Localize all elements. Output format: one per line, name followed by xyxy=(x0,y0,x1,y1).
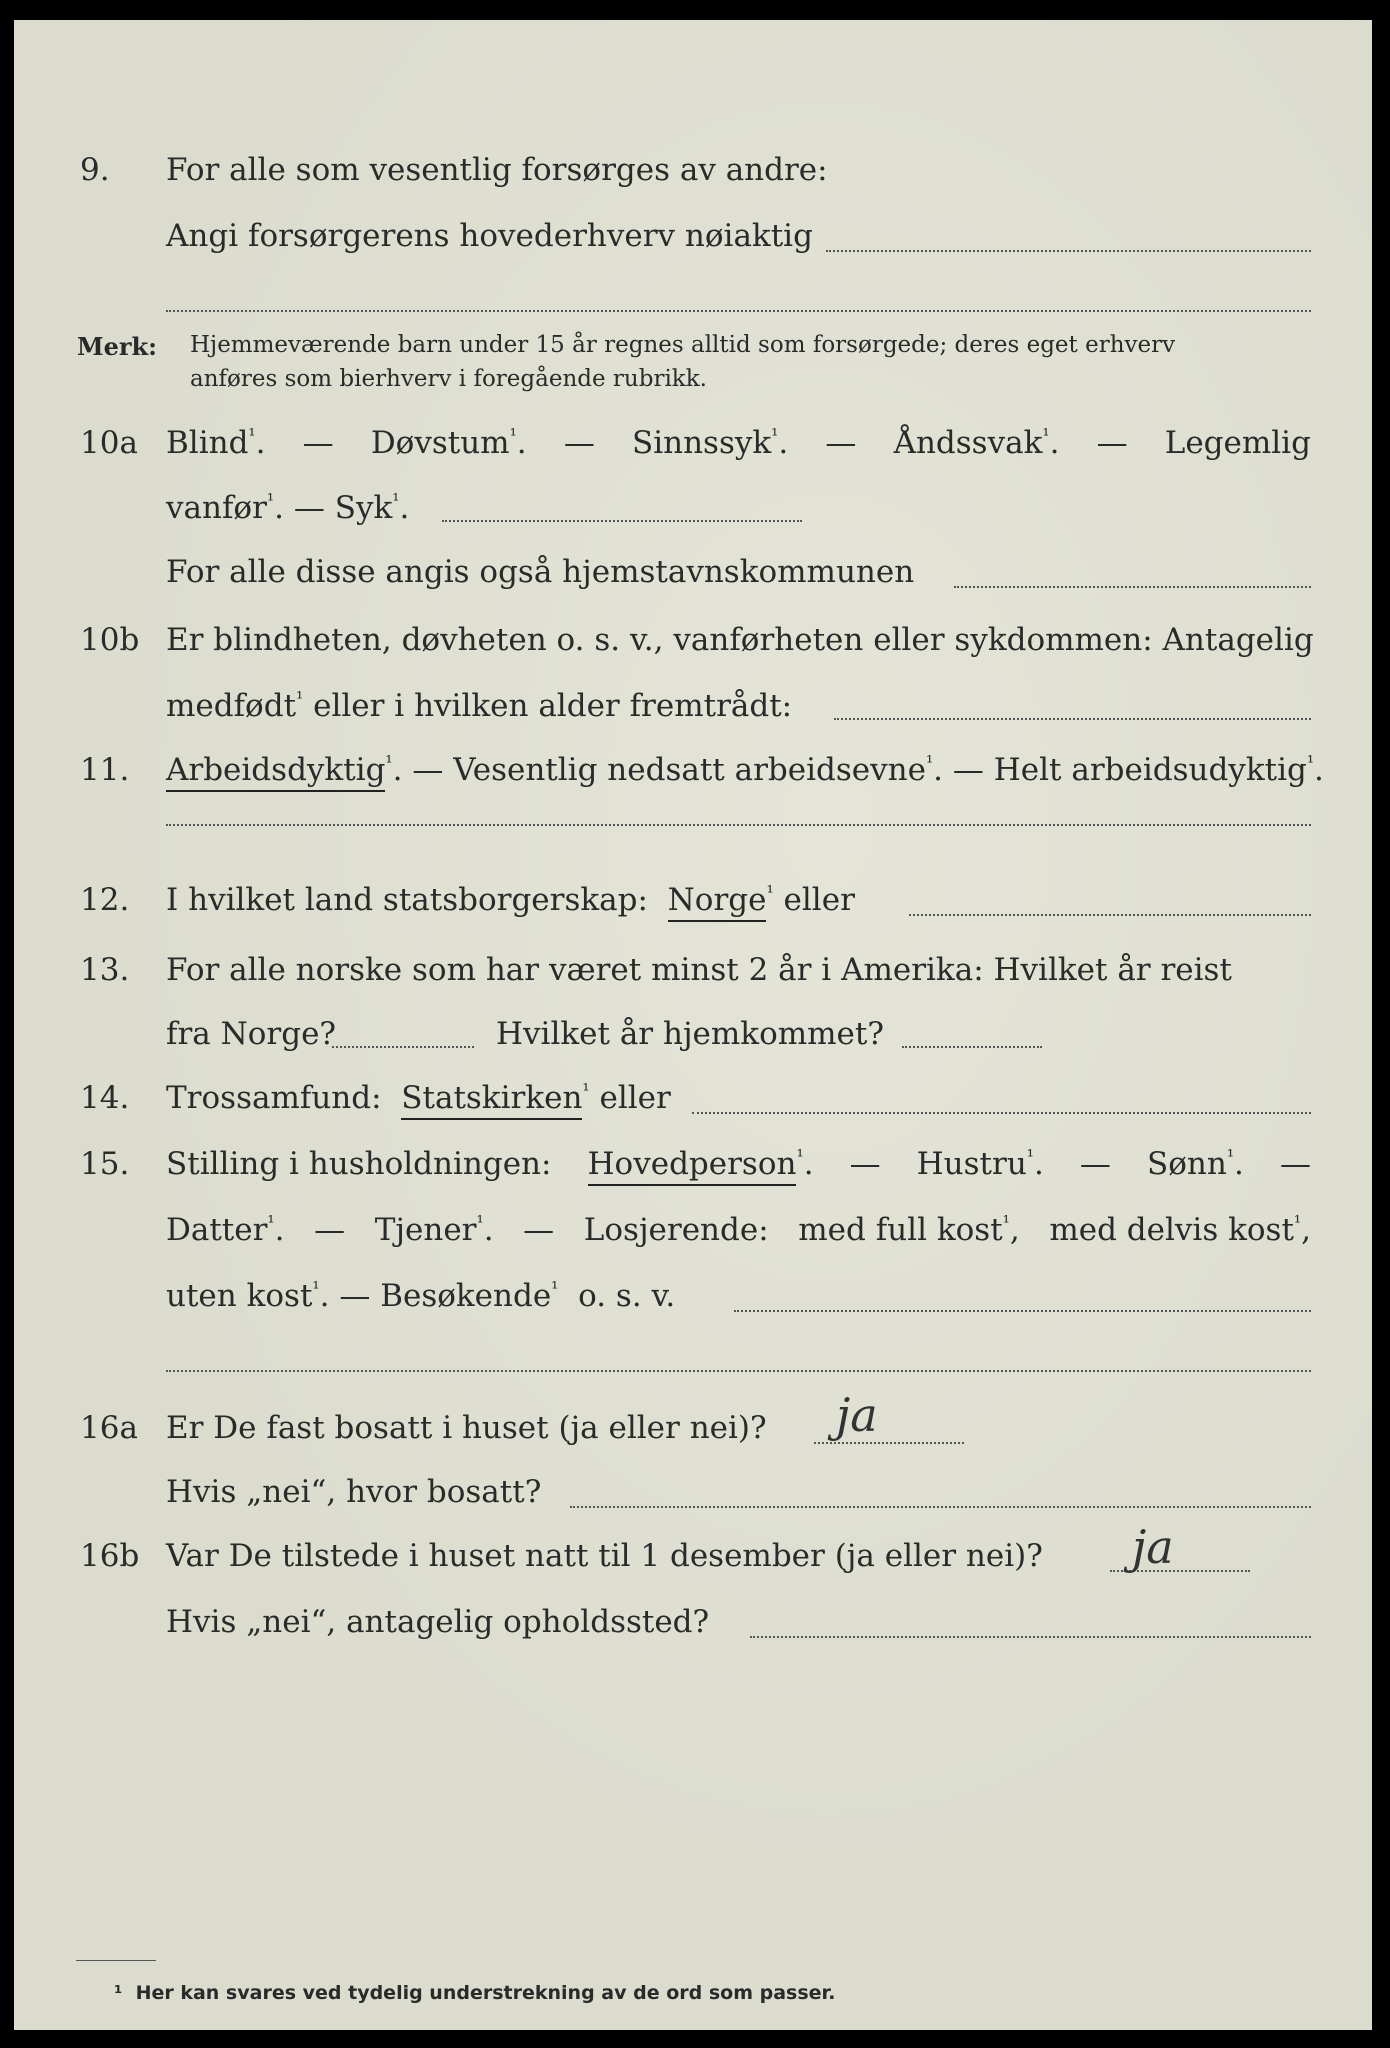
q9-line2: Angi forsørgerens hovederhverv nøiaktig xyxy=(166,218,813,254)
q13-line2a: fra Norge? xyxy=(166,1016,337,1052)
q12-answer-line xyxy=(909,914,1311,916)
q10a-blind: Blind xyxy=(166,425,249,461)
q11-answer-line xyxy=(166,824,1311,826)
q11-nedsatt: Vesentlig nedsatt arbeidsevne xyxy=(453,752,926,788)
q15-losjerende: Losjerende: xyxy=(583,1212,769,1248)
q15-line1: Stilling i husholdningen: Hovedperson$^{^1}$. — Hustru$^{^1}$. — Sønn$^{^1}$. — xyxy=(166,1146,1311,1182)
q15-sonn: Sønn xyxy=(1146,1146,1227,1182)
q12-norge: Norge xyxy=(668,882,767,922)
merk-line1: Hjemmeværende barn under 15 år regnes alltid som forsørgede; deres eget erhverv xyxy=(190,332,1176,358)
q10a-answer-line xyxy=(442,520,802,522)
q15-line2: Datter$^{^1}$. — Tjener$^{^1}$. — Losjerende: med full kost$^{^1}$, med delvis kost$^{^1}$, xyxy=(166,1212,1311,1248)
q14-number: 14. xyxy=(80,1080,130,1116)
q10a-kommune-line xyxy=(954,586,1311,588)
q15-besokende: Besøkende xyxy=(380,1278,552,1314)
q10a-line1: Blind$^{^1}$. — Døvstum$^{^1}$. — Sinnssyk$^{^1}$. — Åndssvak$^{^1}$. — Legemlig xyxy=(166,425,1311,461)
q15-number: 15. xyxy=(80,1146,130,1182)
q13-line1: For alle norske som har været minst 2 år i Amerika: Hvilket år reist xyxy=(166,952,1232,988)
merk-line2: anføres som bierhverv i foregående rubrikk. xyxy=(190,366,707,392)
q15-fullkost: med full kost xyxy=(798,1212,1003,1248)
q11-line: Arbeidsdyktig$^{^1}$. — Vesentlig nedsatt arbeidsevne$^{^1}$. — Helt arbeidsudyktig$^{^1}$. xyxy=(166,752,1324,788)
q13-reist-line xyxy=(332,1046,474,1048)
q16b-number: 16b xyxy=(80,1538,140,1574)
q13-number: 13. xyxy=(80,952,130,988)
q15-text: Stilling i husholdningen: xyxy=(166,1146,552,1182)
q9-answer-line-2 xyxy=(166,310,1311,312)
q10a-syk: Syk xyxy=(334,490,393,526)
q10a-dovstum: Døvstum xyxy=(370,425,510,461)
q15-hustru: Hustru xyxy=(916,1146,1027,1182)
q11-arbeidsdyktig: Arbeidsdyktig xyxy=(166,752,385,792)
q15-tjener: Tjener xyxy=(374,1212,477,1248)
q13-hjem-line xyxy=(902,1046,1042,1048)
q11-number: 11. xyxy=(80,752,130,788)
q12-text: I hvilket land statsborgerskap: xyxy=(166,882,648,918)
q16a-answer-line xyxy=(814,1442,964,1444)
q15-hovedperson: Hovedperson xyxy=(588,1146,797,1186)
q15-line3: uten kost$^{^1}$. — Besøkende$^{^1}$ o. s. v. xyxy=(166,1278,676,1314)
q10a-andssvak: Åndssvak xyxy=(893,425,1043,461)
q14-statskirken: Statskirken xyxy=(401,1080,582,1120)
census-form-page xyxy=(14,20,1372,2030)
q14-answer-line xyxy=(692,1112,1311,1114)
q15-utenkost: uten kost xyxy=(166,1278,313,1314)
q10b-alder: eller i hvilken alder fremtrådt: xyxy=(313,688,793,724)
q16b-opphold-line xyxy=(750,1636,1311,1638)
footnote-rule xyxy=(76,1960,156,1961)
q12-line: I hvilket land statsborgerskap: Norge$^{^1}$ eller xyxy=(166,882,855,918)
q15-answer-line-2 xyxy=(166,1370,1311,1372)
q13-line2b: Hvilket år hjemkommet? xyxy=(496,1016,884,1052)
q16b-answer-line xyxy=(1110,1570,1250,1572)
q10b-line2: medfødt$^{^1}$ eller i hvilken alder fremtrådt: xyxy=(166,688,793,724)
q11-udyktig: Helt arbeidsudyktig xyxy=(993,752,1307,788)
q9-number: 9. xyxy=(80,152,110,188)
q16a-bosatt-line xyxy=(570,1506,1311,1508)
q14-text: Trossamfund: xyxy=(166,1080,382,1116)
q16b-line1: Var De tilstede i huset natt til 1 desember (ja eller nei)? xyxy=(166,1538,1043,1574)
q15-osv: o. s. v. xyxy=(578,1278,676,1314)
q16a-number: 16a xyxy=(80,1410,138,1446)
q9-line1: For alle som vesentlig forsørges av andre: xyxy=(166,152,828,188)
q16a-line1: Er De fast bosatt i huset (ja eller nei)? xyxy=(166,1410,767,1446)
q10a-vanfor: vanfør xyxy=(166,490,267,526)
q10b-medfodt: medfødt xyxy=(166,688,297,724)
q10a-legemlig: Legemlig xyxy=(1164,425,1311,461)
q10a-sinnssyk: Sinnssyk xyxy=(631,425,772,461)
q9-answer-line xyxy=(826,250,1311,252)
q16b-line2: Hvis „nei“, antagelig opholdssted? xyxy=(166,1604,710,1640)
q10b-answer-line xyxy=(834,718,1311,720)
q15-answer-line xyxy=(734,1310,1311,1312)
q16a-line2: Hvis „nei“, hvor bosatt? xyxy=(166,1474,542,1510)
q10b-number: 10b xyxy=(80,622,140,658)
q14-eller: eller xyxy=(599,1080,671,1116)
q15-delviskost: med delvis kost xyxy=(1049,1212,1294,1248)
q10b-line1: Er blindheten, døvheten o. s. v., vanførheten eller sykdommen: Antagelig xyxy=(166,622,1314,658)
q12-eller: eller xyxy=(783,882,855,918)
q16a-handwritten-answer: ja xyxy=(836,1388,878,1442)
q10a-line3: For alle disse angis også hjemstavnskommunen xyxy=(166,554,915,590)
footnote-text: Her kan svares ved tydelig understrekning av de ord som passer. xyxy=(135,1982,836,2004)
q10a-number: 10a xyxy=(80,425,138,461)
footnote xyxy=(114,1982,835,2004)
q10a-line2: vanfør$^{^1}$. — Syk$^{^1}$. xyxy=(166,490,410,526)
q16b-handwritten-answer: ja xyxy=(1132,1520,1174,1574)
q14-line: Trossamfund: Statskirken$^{^1}$ eller xyxy=(166,1080,671,1116)
q15-datter: Datter xyxy=(166,1212,268,1248)
merk-label: Merk: xyxy=(77,332,157,361)
q12-number: 12. xyxy=(80,882,130,918)
footnote-marker: ¹ xyxy=(114,1982,123,2004)
